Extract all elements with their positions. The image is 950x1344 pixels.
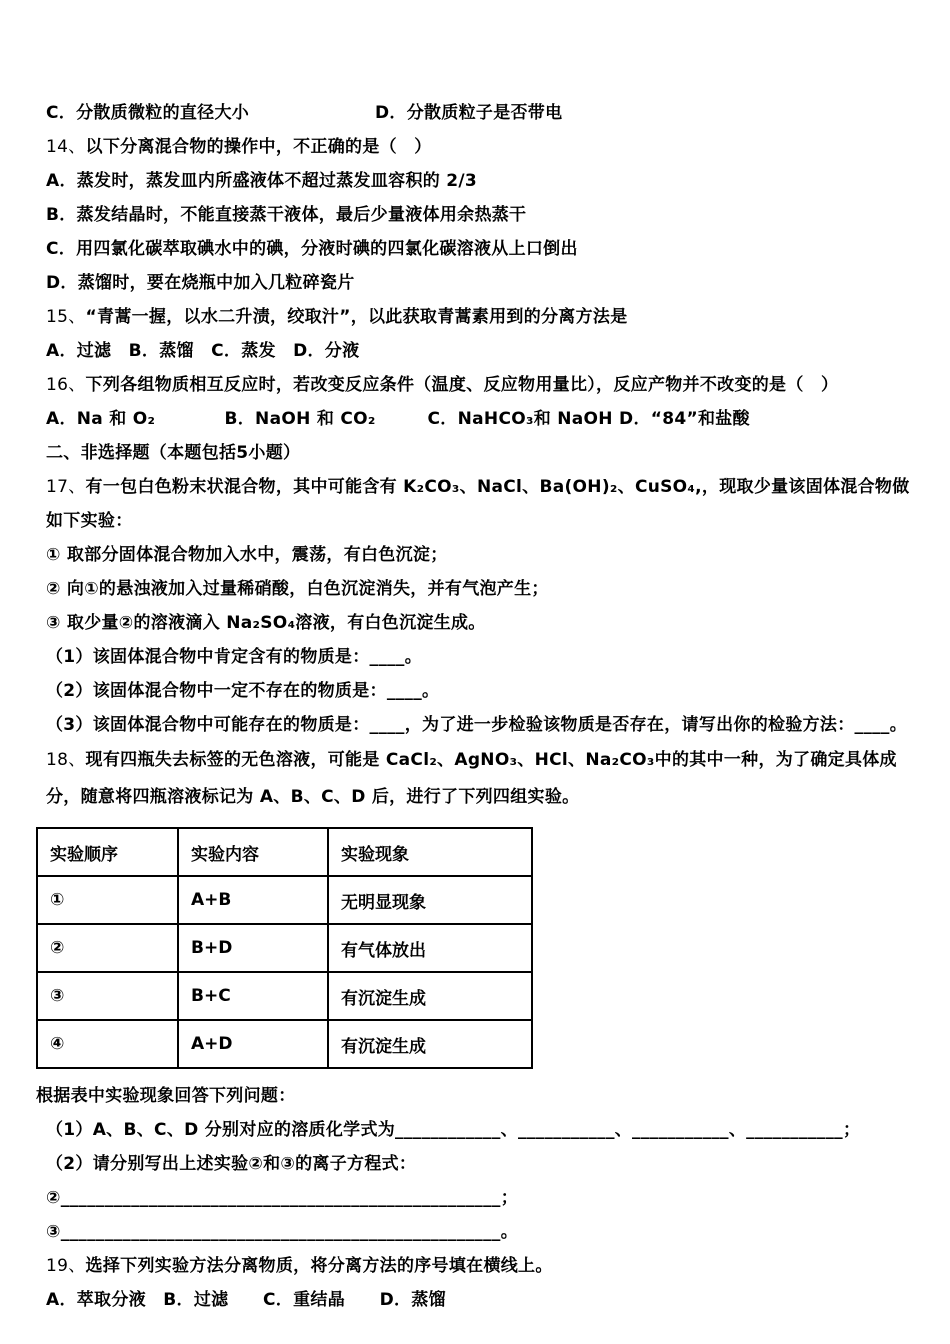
q14-option-a: A．蒸发时，蒸发皿内所盛液体不超过蒸发皿容积的 2/3 [46, 171, 478, 191]
row3-content: B+C [178, 972, 328, 1020]
q15-number: 15、 [46, 307, 86, 327]
q18-stem-text: 现有四瓶失去标签的无色溶液，可能是 CaCl₂、AgNO₃、HCl、Na₂CO₃中的其中一种，为了确定具体成分，随意将四瓶溶液标记为 A、B、C、D 后，进行了下列四组实验。 [46, 750, 897, 807]
q16-options: A．Na 和 O₂ B．NaOH 和 CO₂ C．NaHCO₃和 NaOH D．“84”和盐酸 [46, 409, 750, 429]
row3-order: ③ [37, 972, 178, 1020]
q19-number: 19、 [46, 1256, 86, 1276]
col-header-result: 实验现象 [328, 828, 532, 876]
section2-title: 二、非选择题（本题包括5小题） [46, 443, 301, 463]
experiment-table-header-row [37, 828, 532, 876]
table-row [37, 972, 532, 1020]
table-row [37, 876, 532, 924]
row4-order: ④ [37, 1020, 178, 1068]
q17-stem [46, 470, 924, 538]
experiment-table [36, 827, 533, 1069]
q18-blank-2: ②__________________________________________________； [46, 1188, 518, 1208]
table-row [37, 1020, 532, 1068]
q14-number: 14、 [46, 137, 86, 157]
q18-stem [46, 742, 924, 816]
row2-result: 有气体放出 [328, 924, 532, 972]
q14-option-c: C．用四氯化碳萃取碘水中的碘，分液时碘的四氯化碳溶液从上口倒出 [46, 239, 578, 259]
row2-content: B+D [178, 924, 328, 972]
q14-option-b: B．蒸发结晶时，不能直接蒸干液体，最后少量液体用余热蒸干 [46, 205, 527, 225]
q17-step-3: ③ 取少量②的溶液滴入 Na₂SO₄溶液，有白色沉淀生成。 [46, 613, 486, 633]
row1-content: A+B [178, 876, 328, 924]
q13-options-row [46, 96, 924, 130]
q17-sub-3: （3）该固体混合物中可能存在的物质是：____，为了进一步检验该物质是否存在，请写出你的检验方法：____。 [46, 715, 908, 735]
row3-result: 有沉淀生成 [328, 972, 532, 1020]
col-header-order: 实验顺序 [37, 828, 178, 876]
q15-stem [46, 300, 924, 334]
q16-stem-text: 下列各组物质相互反应时，若改变反应条件（温度、反应物用量比），反应产物并不改变的是（ ） [85, 375, 839, 395]
q15-stem-text: “青蒿一握，以水二升渍，绞取汁”，以此获取青蒿素用到的分离方法是 [85, 307, 628, 327]
q18-sub-2: （2）请分别写出上述实验②和③的离子方程式： [46, 1154, 417, 1174]
q18-after-table: 根据表中实验现象回答下列问题： [36, 1086, 296, 1106]
row1-order: ① [37, 876, 178, 924]
q17-step-2: ② 向①的悬浊液加入过量稀硝酸，白色沉淀消失，并有气泡产生； [46, 579, 549, 599]
q14-option-d: D．蒸馏时，要在烧瓶中加入几粒碎瓷片 [46, 273, 355, 293]
q19-stem [46, 1249, 924, 1283]
q13-option-c: C．分散质微粒的直径大小 [46, 103, 250, 123]
q16-stem [46, 368, 924, 402]
table-row [37, 924, 532, 972]
q16-number: 16、 [46, 375, 86, 395]
col-header-content: 实验内容 [178, 828, 328, 876]
q17-stem-text: 有一包白色粉末状混合物，其中可能含有 K₂CO₃、NaCl、Ba(OH)₂、CuSO₄,，现取少量该固体混合物做如下实验： [46, 477, 910, 531]
q17-number: 17、 [46, 477, 86, 497]
row1-result: 无明显现象 [328, 876, 532, 924]
row2-order: ② [37, 924, 178, 972]
q15-options: A．过滤 B．蒸馏 C．蒸发 D．分液 [46, 341, 360, 361]
q19-options: A．萃取分液 B．过滤 C．重结晶 D．蒸馏 [46, 1290, 446, 1310]
row4-result: 有沉淀生成 [328, 1020, 532, 1068]
q17-step-1: ① 取部分固体混合物加入水中，震荡，有白色沉淀； [46, 545, 448, 565]
q18-sub-1: （1）A、B、C、D 分别对应的溶质化学式为____________、___________、___________、___________； [46, 1120, 861, 1140]
q14-stem-text: 以下分离混合物的操作中，不正确的是（ ） [85, 137, 432, 157]
q17-sub-2: （2）该固体混合物中一定不存在的物质是：____。 [46, 681, 440, 701]
q18-blank-3: ③__________________________________________________。 [46, 1222, 518, 1242]
q17-sub-1: （1）该固体混合物中肯定含有的物质是：____。 [46, 647, 423, 667]
q14-stem [46, 130, 924, 164]
q18-number: 18、 [46, 750, 86, 770]
row4-content: A+D [178, 1020, 328, 1068]
q13-option-d: D．分散质粒子是否带电 [375, 103, 563, 123]
q19-stem-text: 选择下列实验方法分离物质，将分离方法的序号填在横线上。 [85, 1256, 553, 1276]
